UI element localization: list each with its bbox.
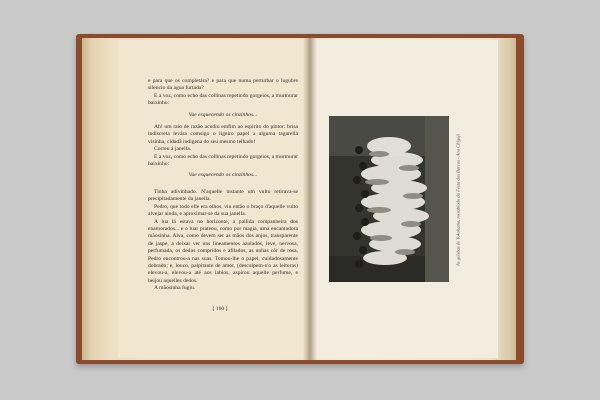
page-number: [ 160 ] xyxy=(212,306,228,312)
paragraph: A lua lá estava no horizonte, a pallida companheira dos enamorados... e o luar prateou, como por magia, uma encantadora mãosinha. Alva, como devem ser as mãos dos anjos, transparente de jaspe, a deixar ver uns lineamentos azulados, leve, nervosa, perfumada, os dedos compridos e afilados, as unhas côr de rosa, Pedro encontrou-a nas suas. Tomou-lhe o papel, cuidadosamente dobrado; e, louco, palpitante de amor, (desculpem-n'o as leitoras) elevou-a, elevou-a até aos labios, aspirou aquelle perfume, e beijou aquelles dedos. xyxy=(148,218,298,284)
paragraph: Correu á janella. xyxy=(154,146,192,153)
paragraph: E a voz, como echo das collinas repetindo gorgeios, a murmurar baixinho: xyxy=(148,92,298,107)
paragraph: Tinha adivinhado. N'aquelle instante um vulto retirava-se precipitadamente da janella. xyxy=(148,188,298,203)
geisha-group-photo xyxy=(329,116,449,282)
paragraph: Pedro, que todo elle era olhos, viu então o braço d'aquelle vulto alvejar ainda, e aproximar-se da sua janella. xyxy=(148,203,298,218)
plate-caption-text: As geishas de Yokohama, no tablado da Festa dos Barcos - Ano Chigoji xyxy=(455,134,461,266)
left-page-text xyxy=(148,78,298,293)
paragraph: E a voz, como echo das collinas repetindo gorgeios, a murmurar baixinho: xyxy=(148,153,298,168)
paragraph: e para que os completára? e para que numa perturbar o lugubre silencio da agua furtada? xyxy=(148,78,298,92)
paragraph: A mãosinha fugiu. xyxy=(154,285,196,292)
plate-photograph xyxy=(329,116,449,282)
italic-refrain: Vae esquecendo os cinzinhos... xyxy=(188,172,258,179)
italic-refrain: Vae esquecendo os cinzinhos... xyxy=(188,111,258,118)
book-gutter xyxy=(303,38,317,360)
paragraph: Ah! um raio de razão acudiu emfim ao espirito do pintor: brisa indiscreta levára comsigo o ligeiro papel a alguma tagarella visinha, cidadã indigena do seu mesmo telhado! xyxy=(148,124,298,145)
